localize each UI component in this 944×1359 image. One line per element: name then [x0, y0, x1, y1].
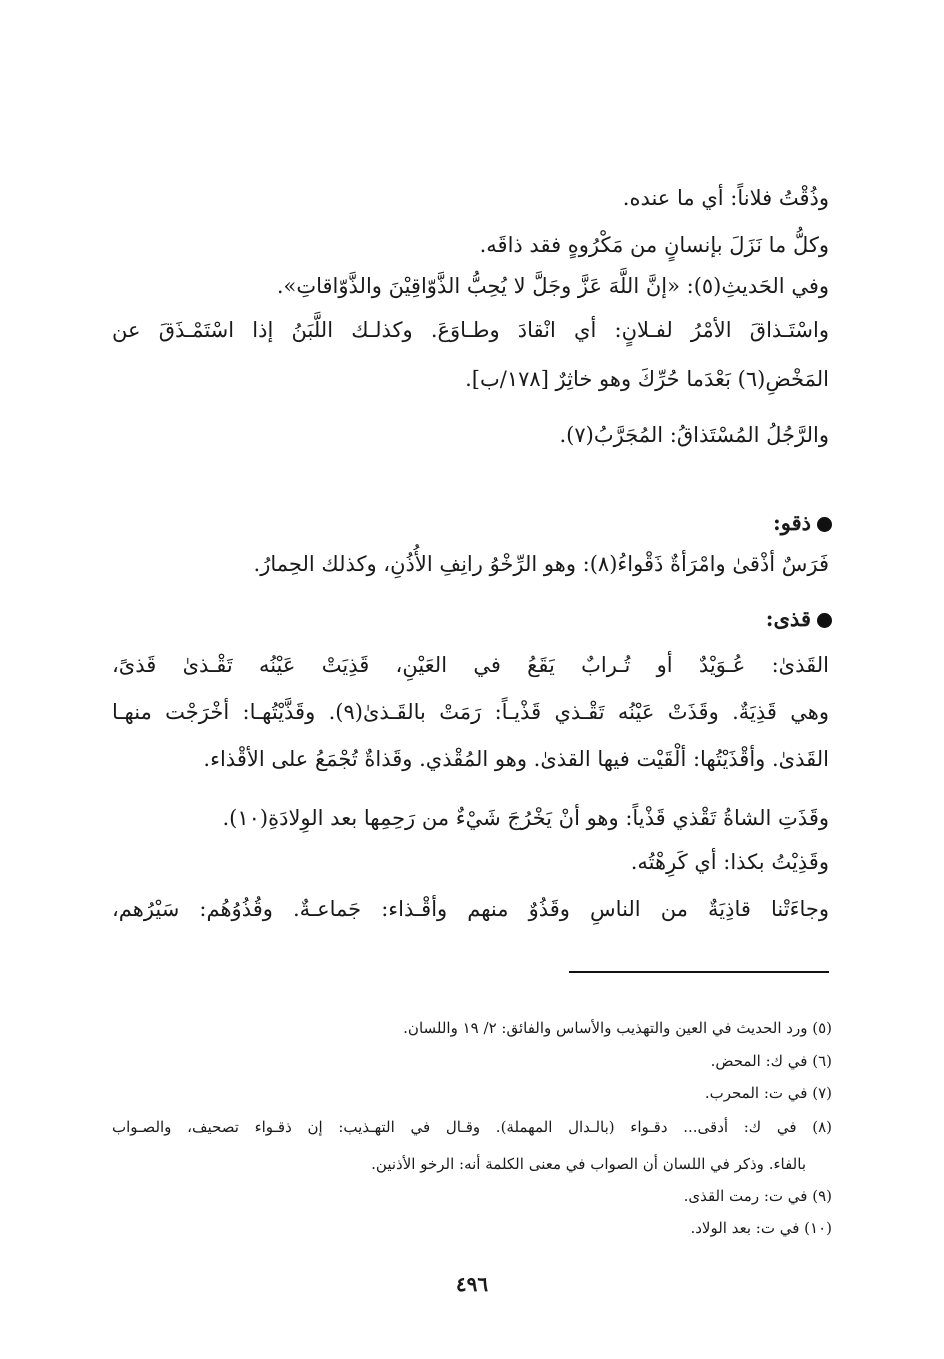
text-line: فَرَسٌ أذْقىٰ وامْرَأةٌ ذَقْواءُ(٨): وهو الرِّخْوُ رانِفِ الأُذُنِ، وكذلك الحِمارُ. [253, 552, 829, 576]
text-line: والرَّجُلُ المُسْتَذاقُ: المُجَرَّبُ(٧). [559, 423, 829, 447]
text-line: القَذىٰ: عُـوَيْدٌ أو تُـرابٌ يَقَعُ في العَيْنِ، قَذِيَتْ عَيْنُه تَقْـذىٰ قَذىً، [112, 653, 829, 677]
footnote: (٧) في ت: المحرب. [704, 1084, 832, 1102]
page-number: ٤٩٦ [455, 1272, 489, 1296]
text-line: وقَذِيْتُ بكذا: أي كَرِهْتُه. [630, 850, 829, 874]
text-line: القَذىٰ. وأقْذَيْتُها: ألْقَيْت فيها القذىٰ. وهو المُقْذي. وقَذاةٌ تُجْمَعُ على الأقْذاء. [203, 747, 829, 771]
text-line: وكلُّ ما نَزَلَ بإنسانٍ من مَكْرُوهٍ فقد ذاقَه. [479, 233, 829, 257]
text-line: وقَذَتِ الشاةُ تَقْذي قَذْياً: وهو أنْ يَخْرُجَ شَيْءٌ من رَحِمِها بعد الوِلادَةِ(١٠). [222, 806, 829, 830]
text-line: وذُقْتُ فلاناً: أي ما عنده. [622, 186, 829, 210]
text-line: المَخْضِ(٦) بَعْدَما حُرِّكَ وهو خاثِرٌ [١٧٨/ب]. [465, 367, 829, 391]
bullet-icon [817, 613, 832, 628]
entry-heading [773, 508, 832, 538]
footnote: (١٠) في ت: بعد الولاد. [690, 1219, 832, 1237]
footnote-divider [569, 971, 829, 973]
text-line: وجاءَتْنا قاذِيَةٌ من الناسِ وقَذُوٌ منهم وأقْـذاء: جَماعـةٌ. وقُذُوُهُم: سَيْرُهم، [112, 897, 829, 921]
entry-heading [766, 604, 832, 634]
entry-heading-label: قذى: [765, 606, 811, 631]
entry-heading-label: ذقو: [773, 510, 811, 535]
footnote: (٩) في ت: رمت القذى. [683, 1187, 832, 1205]
footnote: بالفاء. وذكر في اللسان أن الصواب في معنى الكلمة أنه: الرخو الأذنين. [371, 1155, 806, 1173]
footnote: (٥) ورد الحديث في العين والتهذيب والأساس والفائق: ٢/ ١٩ واللسان. [403, 1019, 832, 1037]
footnote: (٦) في ك: المحض. [710, 1052, 832, 1070]
text-line: وفي الحَديثِ(٥): «إنَّ اللَّهَ عَزَّ وجَلَّ لا يُحِبُّ الذَّوّاقِيْنَ والذَّوّاقاتِ». [276, 274, 829, 298]
text-line: واسْتَـذاقَ الأمْرُ لفـلانٍ: أي انْقادَ وطـاوَعَ. وكذلـك اللَّبَنُ إذا اسْتَمْـذَقَ عن [112, 318, 829, 342]
text-line: وهي قَذِيَةٌ. وقَذَتْ عَيْنُه تَقْـذي قَذْيـاً: رَمَتْ بالقَـذىٰ(٩). وقَذَّيْتُهـا: أخْرَجْت منهـا [112, 700, 830, 724]
footnote: (٨) في ك: أدقى... دقـواء (بالـدال المهملة). وقـال في التهـذيب: إن ذقـواء تصحيف، والصـواب [112, 1118, 832, 1136]
bullet-icon [817, 517, 832, 532]
